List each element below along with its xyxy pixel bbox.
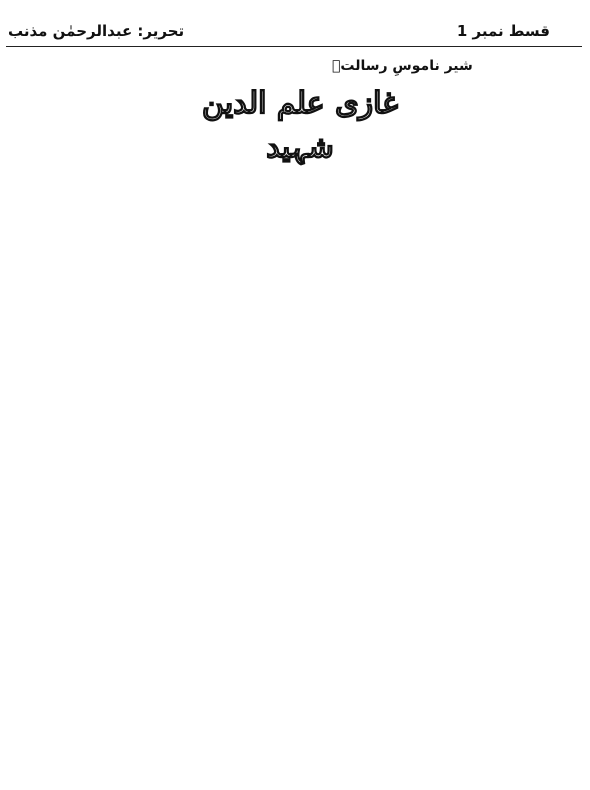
subheading: شیر ناموسِ رسالتؐ <box>332 58 473 74</box>
text-column-left <box>10 140 192 780</box>
article-title: غازی علم الدین شہید <box>202 86 398 165</box>
text-column-right <box>392 140 576 780</box>
author-credit: تحریر: عبدالرحمٰن مذنب <box>8 22 185 40</box>
page-header <box>0 22 590 52</box>
column-right-text <box>392 140 576 160</box>
episode-number: قسط نمبر 1 <box>456 22 550 40</box>
column-left-text <box>10 140 192 160</box>
column-middle-text <box>204 150 380 170</box>
header-rule <box>6 46 582 47</box>
title-block <box>170 82 430 165</box>
text-column-middle <box>204 150 380 790</box>
